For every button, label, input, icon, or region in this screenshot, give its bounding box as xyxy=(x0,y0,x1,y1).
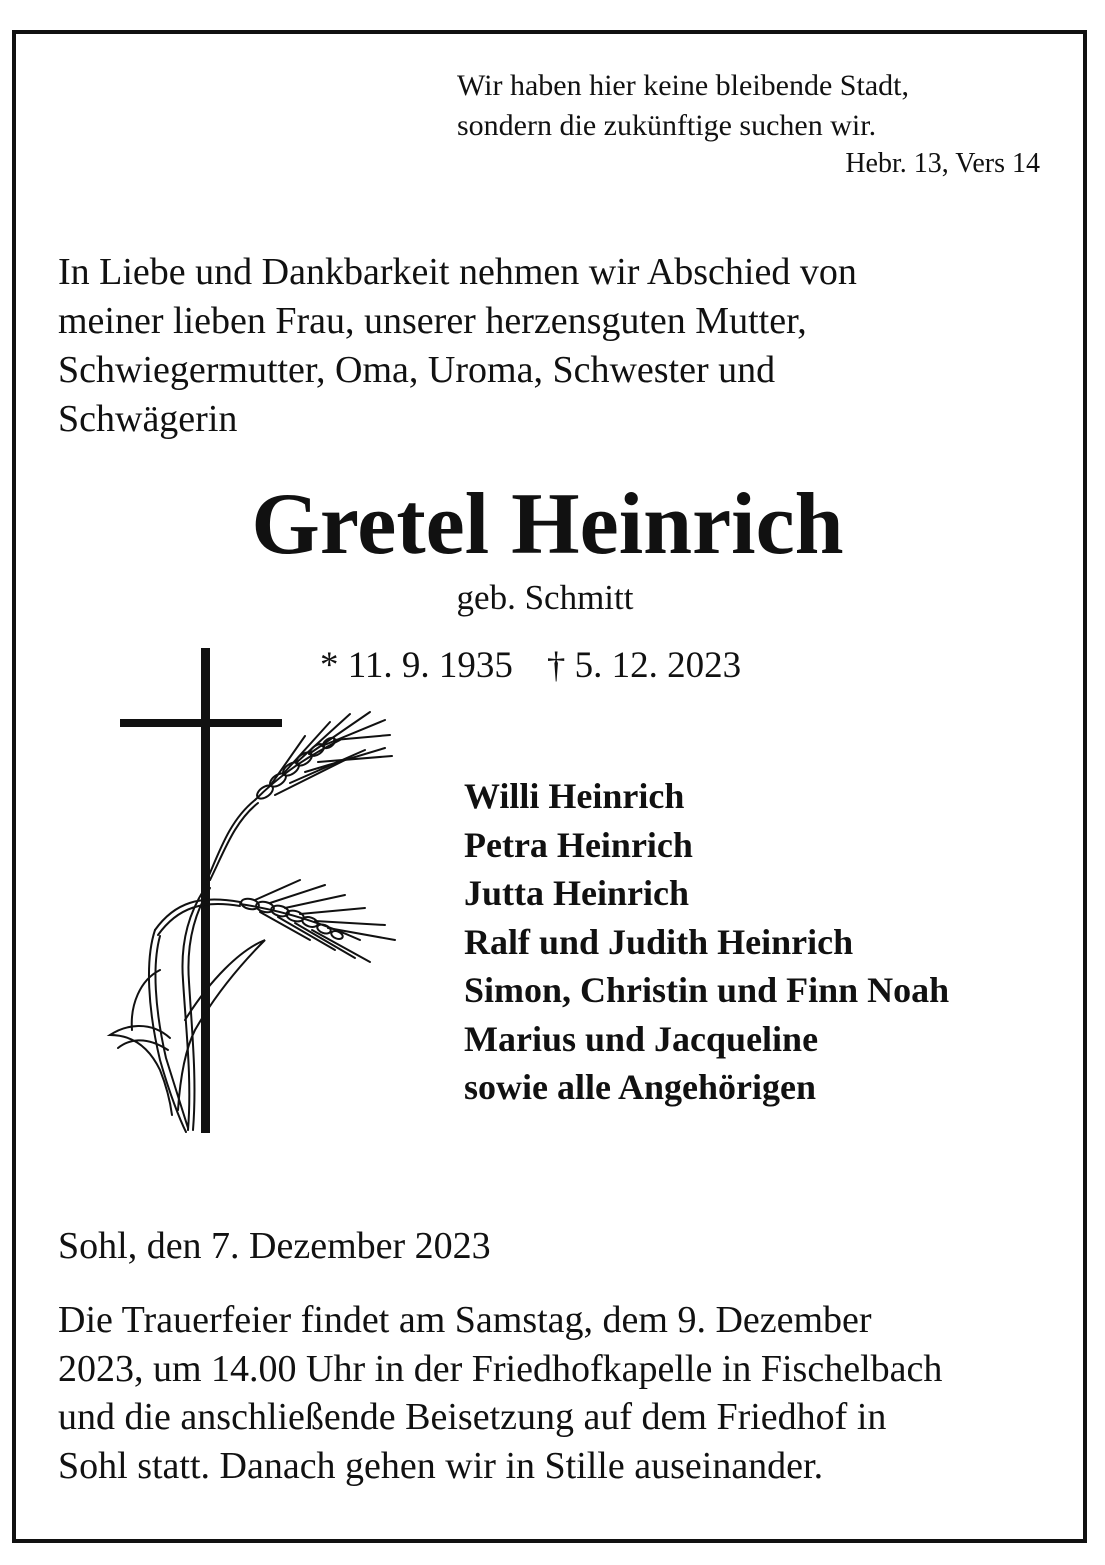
list-item: sowie alle Angehörigen xyxy=(464,1067,816,1107)
bible-quote xyxy=(457,66,1057,146)
list-item: Marius und Jacqueline xyxy=(464,1018,819,1059)
cross-with-wheat-icon xyxy=(100,640,410,1140)
list-item: Simon, Christin und Finn Noah xyxy=(464,970,950,1010)
funeral-service-info xyxy=(58,1296,1058,1490)
list-item: Jutta Heinrich xyxy=(464,873,689,913)
list-item: Willi Heinrich xyxy=(464,776,685,816)
maiden-name: geb. Schmitt xyxy=(456,578,634,617)
service-line: und die anschließende Beisetzung auf dem Friedhof in xyxy=(58,1396,887,1438)
service-line: Sohl statt. Danach gehen wir in Stille auseinander. xyxy=(58,1444,824,1487)
intro-line: Schwiegermutter, Oma, Uroma, Schwester und xyxy=(58,349,776,391)
bible-reference: Hebr. 13, Vers 14 xyxy=(845,148,1040,179)
intro-line: Schwägerin xyxy=(58,398,238,440)
birth-date: * 11. 9. 1935 xyxy=(320,645,513,686)
intro-text xyxy=(58,248,1048,444)
bible-quote-line: sondern die zukünftige suchen wir. xyxy=(457,109,877,142)
list-item: Ralf und Judith Heinrich xyxy=(464,921,854,962)
place-and-date: Sohl, den 7. Dezember 2023 xyxy=(58,1225,491,1267)
deceased-name: Gretel Heinrich xyxy=(251,476,844,573)
service-line: Die Trauerfeier findet am Samstag, dem 9. Dezember xyxy=(58,1299,872,1341)
death-date: † 5. 12. 2023 xyxy=(546,645,742,686)
cross-horizontal xyxy=(120,719,282,727)
intro-line: meiner lieben Frau, unserer herzensguten Mutter, xyxy=(58,300,807,342)
list-item: Petra Heinrich xyxy=(464,824,693,865)
intro-line: In Liebe und Dankbarkeit nehmen wir Abschied von xyxy=(58,251,857,293)
service-line: 2023, um 14.00 Uhr in der Friedhofkapelle in Fischelbach xyxy=(58,1347,943,1390)
bible-quote-line: Wir haben hier keine bleibende Stadt, xyxy=(457,69,909,102)
mourner-list xyxy=(464,772,1064,1112)
